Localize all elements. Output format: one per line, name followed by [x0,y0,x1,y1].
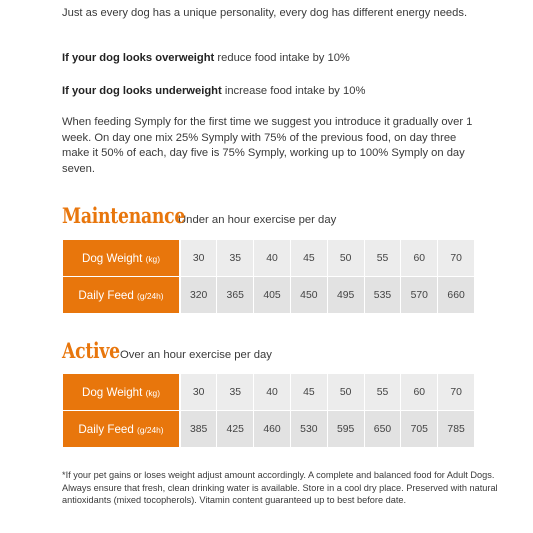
maintenance-heading [62,203,336,228]
weight-label-cell [63,240,181,277]
weight-cell: 40 [254,240,291,277]
weight-cell: 55 [364,240,401,277]
feed-cell: 650 [364,411,401,448]
footnote-text: *If your pet gains or loses weight adjust amount accordingly. A complete and balanced food for Adult Dogs. Always ensure that fresh, clean drinking water is available. Store in a cool dry place. Preserved with natural antioxidants (mixed tocopherols). Vitamin content guaranteed up to best before date. [62,470,498,506]
active-table [62,373,475,448]
overweight-advice [62,51,482,67]
feed-cell: 425 [217,411,254,448]
feed-cell: 405 [254,277,291,314]
weight-cell: 45 [290,240,327,277]
weight-cell: 70 [438,240,475,277]
maintenance-subtitle: Under an hour exercise per day [178,214,337,226]
feed-cell: 785 [438,411,475,448]
weight-row [63,374,475,411]
feed-cell: 660 [438,277,475,314]
maintenance-title: Maintenance [62,203,186,228]
active-title: Active [62,338,120,363]
feed-label-cell [63,411,181,448]
weight-label-cell [63,374,181,411]
maintenance-table [62,239,475,314]
active-subtitle: Over an hour exercise per day [120,349,272,361]
feed-label: Daily Feed [78,422,134,436]
transition-text: When feeding Symply for the first time we suggest you introduce it gradually over 1 week. On day one mix 25% Symply with 75% of the previous food, on day three make it 50% of each, day five is 75% Symply, working up to 100% Symply on day seven. [62,116,473,175]
weight-cell: 55 [364,374,401,411]
weight-label: Dog Weight [81,251,143,265]
weight-label: Dog Weight [81,385,143,399]
feed-label: Daily Feed [78,288,134,302]
weight-cell: 30 [180,240,217,277]
weight-row [63,240,475,277]
weight-cell: 60 [401,240,438,277]
feed-unit: (g/24h) [137,290,164,301]
weight-cell: 35 [217,374,254,411]
weight-cell: 50 [327,240,364,277]
weight-cell: 70 [438,374,475,411]
weight-unit: (kg) [145,253,161,264]
underweight-bold: If your dog looks underweight [62,85,222,97]
underweight-advice [62,84,482,100]
weight-unit: (kg) [145,387,161,398]
feed-cell: 570 [401,277,438,314]
weight-cell: 30 [180,374,217,411]
feed-row [63,411,475,448]
underweight-rest: increase food intake by 10% [221,85,366,97]
feed-row [63,277,475,314]
feed-cell: 460 [254,411,291,448]
feed-cell: 705 [401,411,438,448]
feed-cell: 385 [180,411,217,448]
feed-label-cell [63,277,181,314]
weight-cell: 40 [254,374,291,411]
feed-cell: 595 [327,411,364,448]
feed-cell: 320 [180,277,217,314]
weight-cell: 50 [327,374,364,411]
feed-unit: (g/24h) [137,424,164,435]
feed-cell: 530 [290,411,327,448]
overweight-rest: reduce food intake by 10% [214,52,350,64]
intro-text: Just as every dog has a unique personality, every dog has different energy needs. [62,7,468,19]
weight-cell: 45 [290,374,327,411]
active-heading [62,338,272,363]
weight-cell: 35 [217,240,254,277]
feed-cell: 365 [217,277,254,314]
feed-cell: 450 [290,277,327,314]
weight-cell: 60 [401,374,438,411]
feed-cell: 535 [364,277,401,314]
feed-cell: 495 [327,277,364,314]
overweight-bold: If your dog looks overweight [62,52,215,64]
